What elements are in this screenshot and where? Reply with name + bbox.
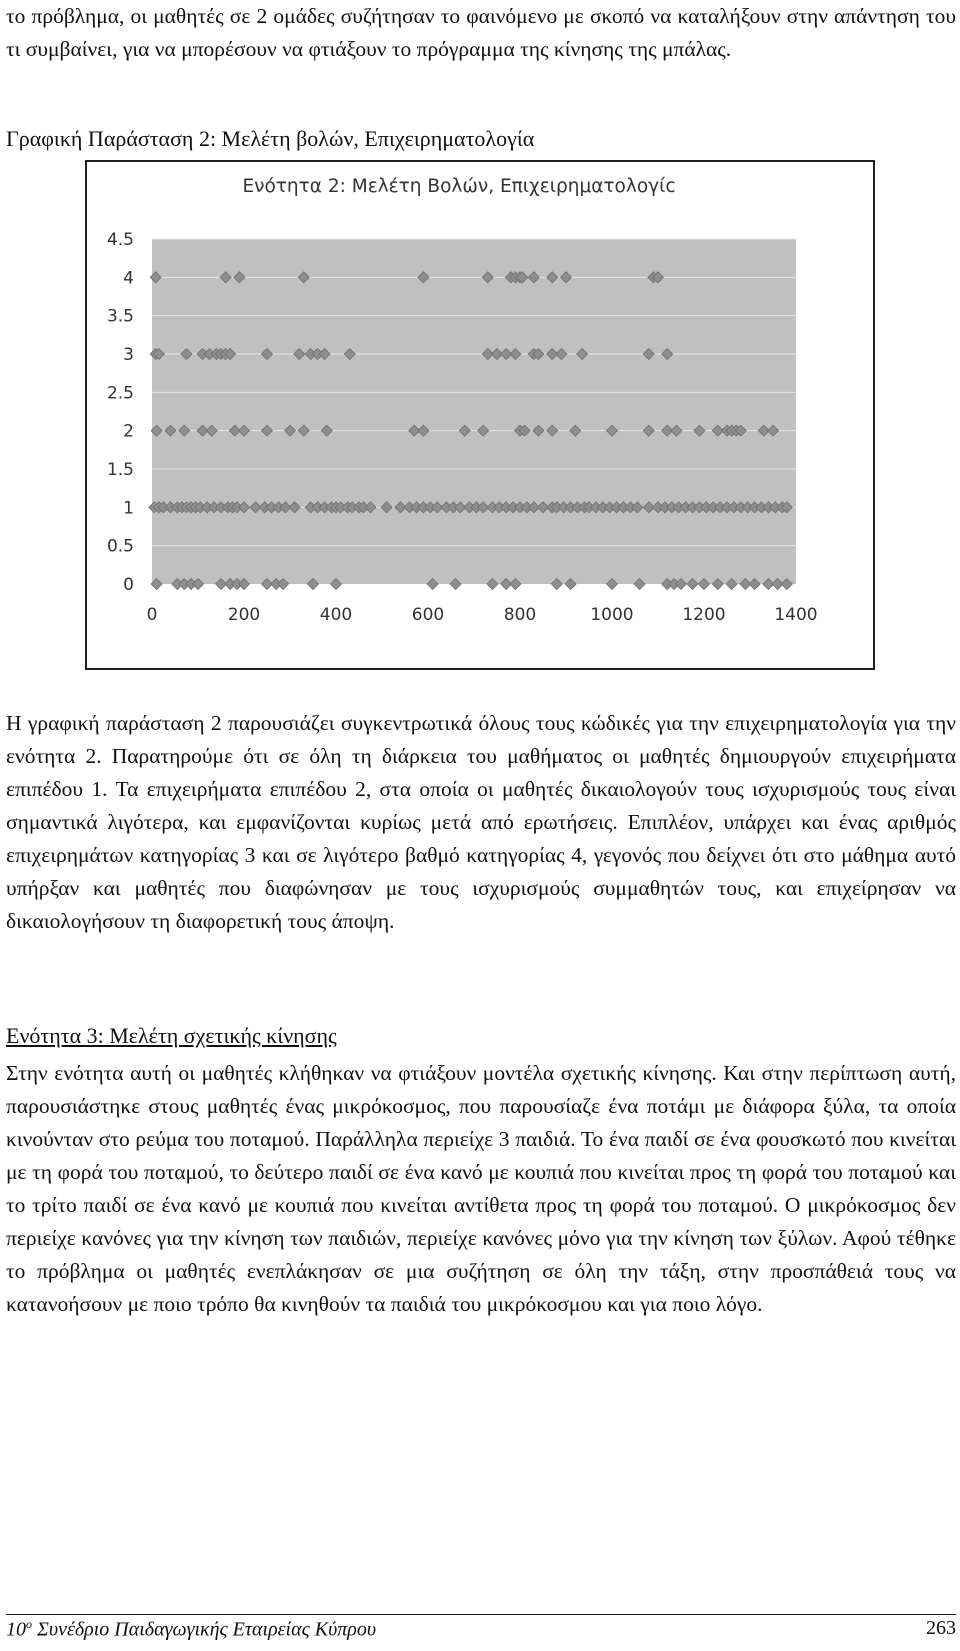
figure-caption: Γραφική Παράσταση 2: Μελέτη βολών, Επιχειρηματολογία xyxy=(6,126,535,151)
section-paragraph: Στην ενότητα αυτή οι μαθητές κλήθηκαν να φτιάξουν μοντέλα σχετικής κίνησης. Και στην περίπτωση αυτή, παρουσιάστηκε στους μαθητές ένας μικρόκοσμος, που παρουσίαζε ένα ποτάμι με διάφορα ξύλα, τα οποία κινούνταν στο ρεύμα του ποταμού. Παράλληλα περιείχε 3 παιδιά. Το ένα παιδί σε ένα φουσκωτό που κινείται με τη φορά του ποταμού, το δεύτερο παιδί σε ένα κανό με κουπιά που κινείται προς τη φορά του ποταμού και το τρίτο παιδί σε ένα κανό με κουπιά που κινείται αντίθετα προς τη φορά του ποταμού. Ο μικρόκοσμος δεν περιείχε κανόνες για την κίνηση των παιδιών, περιείχε κανόνες μόνο για την κίνηση των ξύλων. Αφού τέθηκε το πρόβλημα οι μαθητές ενεπλάκησαν σε μια συζήτηση σε όλη την τάξη, στην προσπάθειά τους να κατανοήσουν με ποιο τρόπο θα κινηθούν τα παιδιά του μικρόκοσμου και για ποιο λόγο. xyxy=(6,1061,956,1316)
plot-area xyxy=(152,239,796,584)
y-axis-ticks xyxy=(107,230,134,595)
section-heading: Ενότητα 3: Μελέτη σχετικής κίνησης xyxy=(6,1023,337,1048)
y-tick-label: 2 xyxy=(123,421,134,442)
scatter-chart xyxy=(85,160,875,670)
footer-conference-name: Συνέδριο Παιδαγωγικής Εταιρείας Κύπρου xyxy=(32,1618,377,1641)
y-tick-label: 2.5 xyxy=(106,383,134,404)
y-tick-label: 4.5 xyxy=(106,230,134,250)
description-paragraph: Η γραφική παράσταση 2 παρουσιάζει συγκεντρωτικά όλους τους κώδικές για την επιχειρηματολογία για την ενότητα 2. Παρατηρούμε ότι σε όλη τη διάρκεια του μαθήματος οι μαθητές δημιουργούν επιχειρήματα επιπέδου 1. Τα επιχειρήματα επιπέδου 2, στα οποία οι μαθητές δικαιολογούν τους ισχυρισμούς τους είναι σημαντικά λιγότερα, και εμφανίζονται κυρίως μετά από ερωτήσεις. Επιπλέον, υπάρχει και ένας αριθμός επιχειρημάτων κατηγορίας 3 και σε λιγότερο βαθμό κατηγορίας 4, γεγονός που δείχνει ότι στο μάθημα αυτό υπήρξαν και μαθητές που διαφώνησαν με τους ισχυρισμούς συμμαθητών τους, και επιχείρησαν να δικαιολογήσουν τη διαφορετική τους άποψη. xyxy=(6,711,956,933)
footer-superscript: ο xyxy=(26,1617,32,1631)
x-tick-label: 1400 xyxy=(774,605,818,625)
x-tick-label: 1200 xyxy=(682,605,726,625)
y-tick-label: 3.5 xyxy=(106,306,134,327)
y-tick-label: 1.5 xyxy=(106,460,134,480)
y-tick-label: 1 xyxy=(123,498,134,519)
footer-divider xyxy=(6,1614,956,1615)
y-tick-label: 3 xyxy=(123,345,134,365)
chart-canvas xyxy=(87,162,873,668)
y-tick-label: 4 xyxy=(123,268,134,289)
x-tick-label: 0 xyxy=(146,605,158,625)
x-tick-label: 1000 xyxy=(590,605,634,625)
x-tick-label: 400 xyxy=(319,605,353,625)
y-tick-label: 0.5 xyxy=(106,536,134,557)
y-tick-label: 0 xyxy=(123,575,134,595)
chart-title: Ενότητα 2: Μελέτη Βολών, Επιχειρηματολογίc xyxy=(242,176,676,197)
x-axis-ticks xyxy=(147,605,818,625)
x-tick-label: 800 xyxy=(503,605,537,625)
x-tick-label: 200 xyxy=(227,605,261,625)
page-number: 263 xyxy=(926,1617,956,1639)
footer-number: 10 xyxy=(6,1618,26,1641)
intro-paragraph: το πρόβλημα, οι μαθητές σε 2 ομάδες συζήτησαν το φαινόμενο με σκοπό να καταλήξουν στην απάντηση του τι συμβαίνει, για να μπορέσουν να φτιάξουν το πρόγραμμα της κίνησης της μπάλας. xyxy=(6,4,956,61)
footer-conference xyxy=(6,1617,376,1642)
x-tick-label: 600 xyxy=(411,605,445,625)
